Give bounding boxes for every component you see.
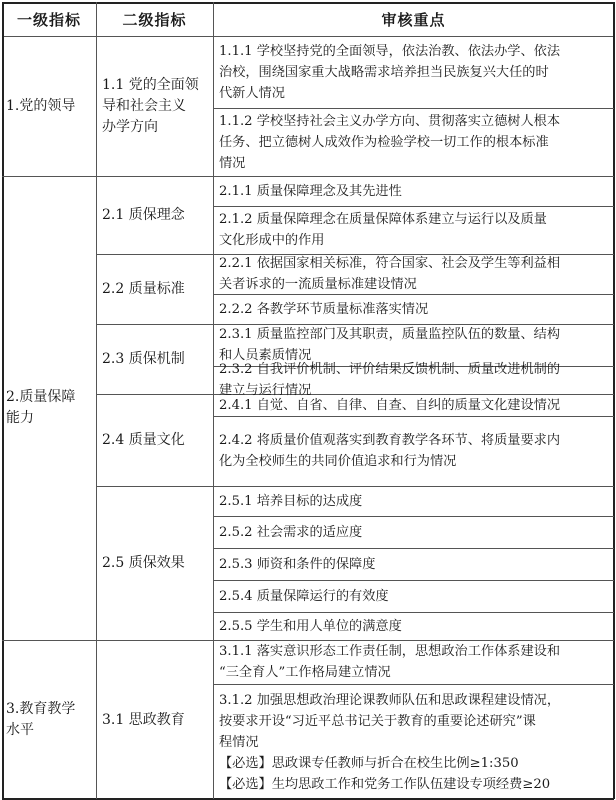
level1-indicator: [6, 176, 92, 640]
cell-text-line: 按要求开设“习近平总书记关于教育的重要论述研究”课: [219, 713, 536, 729]
table-rule: [2, 2, 614, 4]
cell-text-line: “三全育人”工作格局建立情况: [219, 665, 391, 680]
cell-text-line: 2.5.3 师资和条件的保障度: [219, 556, 376, 572]
review-point: [219, 640, 611, 684]
cell-text-line: 导和社会主义: [102, 97, 186, 114]
level2-indicator: [102, 324, 208, 394]
review-point: [219, 108, 611, 176]
cell-text-line: 情况: [219, 155, 246, 171]
cell-text-line: 建立与运行情况: [219, 383, 312, 398]
cell-text-line: 3.教育教学: [6, 701, 76, 717]
review-point: [219, 294, 611, 324]
cell-text-line: 3.1.2 加强思想政治理论课教师队伍和思政课程建设情况，: [219, 692, 561, 708]
review-point: [219, 548, 611, 580]
cell-text-line: 2.1 质保理念: [102, 206, 185, 223]
review-point: [219, 394, 611, 416]
cell-text-line: 2.5 质保效果: [102, 554, 185, 571]
level1-indicator: [6, 36, 92, 176]
cell-text-line: 2.3 质保机制: [102, 350, 185, 367]
level2-indicator: [102, 640, 208, 800]
review-point: [219, 254, 611, 294]
level2-indicator: [102, 394, 208, 486]
cell-text-line: 程情况: [219, 734, 259, 750]
cell-text-line: 2.5.2 社会需求的适应度: [219, 524, 363, 540]
cell-text-line: 水平: [6, 722, 34, 738]
cell-text-line: 2.5.1 培养目标的达成度: [219, 493, 363, 509]
table-rule: [213, 2, 214, 799]
cell-text-line: 办学方向: [102, 118, 158, 135]
level1-indicator: [6, 640, 92, 800]
cell-text-line: 3.1.1 落实意识形态工作责任制，思想政治工作体系建设和: [219, 644, 561, 659]
cell-text-line: 1.1 党的全面领: [102, 76, 199, 93]
cell-text-line: 【必选】思政课专任教师与折合在校生比例≥1:350: [219, 755, 519, 771]
header-review-focus: 审核重点: [381, 10, 446, 29]
cell-text-line: 代新人情况: [219, 85, 285, 101]
review-point: [219, 486, 611, 516]
cell-text-line: 任务、把立德树人成效作为检验学校一切工作的根本标准: [219, 134, 549, 150]
cell-text-line: 2.4 质量文化: [102, 431, 185, 448]
review-point: [219, 176, 611, 206]
cell-text-line: 2.3.2 自我评价机制、评价结果反馈机制、质量改进机制的: [219, 362, 561, 377]
level2-indicator: [102, 36, 208, 176]
cell-text-line: 能力: [6, 410, 34, 426]
header-level2: 二级指标: [122, 10, 187, 29]
review-point: [219, 612, 611, 640]
cell-text-line: 2.5.4 质量保障运行的有效度: [219, 588, 389, 604]
cell-text-line: 3.1 思政教育: [102, 711, 185, 728]
level2-indicator: [102, 486, 208, 640]
cell-text-line: 2.2 质量标准: [102, 280, 185, 297]
table-rule: [2, 2, 4, 799]
review-point: [219, 516, 611, 548]
cell-text-line: 2.1.2 质量保障理念在质量保障体系建立与运行以及质量: [219, 212, 547, 227]
table-rule: [613, 2, 615, 799]
cell-text-line: 1.党的领导: [6, 97, 76, 114]
level2-indicator: [102, 254, 208, 324]
cell-text-line: 1.1.2 学校坚持社会主义办学方向、贯彻落实立德树人根本: [219, 113, 561, 129]
cell-text-line: 关者诉求的一流质量标准建设情况: [219, 277, 417, 292]
cell-text-line: 2.2.1 依据国家相关标准，符合国家、社会及学生等利益相: [219, 256, 561, 271]
cell-text-line: 2.质量保障: [6, 389, 76, 405]
cell-text-line: 2.4.1 自觉、自省、自律、自查、自纠的质量文化建设情况: [219, 397, 561, 413]
review-point: [219, 362, 611, 398]
cell-text-line: 2.4.2 将质量价值观落实到教育教学各环节、将质量要求内: [219, 433, 561, 448]
cell-text-line: 治校，围绕国家重大战略需求培养担当民族复兴大任的时: [219, 64, 549, 80]
cell-text-line: 文化形成中的作用: [219, 233, 325, 248]
cell-text-line: 2.2.2 各教学环节质量标准落实情况: [219, 301, 429, 317]
review-point: [219, 416, 611, 486]
review-point: [219, 36, 611, 108]
cell-text-line: 2.5.5 学生和用人单位的满意度: [219, 618, 402, 634]
table-rule: [96, 2, 97, 799]
review-point: [219, 684, 611, 800]
review-point: [219, 580, 611, 612]
level2-indicator: [102, 176, 208, 254]
cell-text-line: 化为全校师生的共同价值追求和行为情况: [219, 454, 457, 469]
cell-text-line: 2.3.1 质量监控部门及其职责，质量监控队伍的数量、结构: [219, 327, 561, 342]
cell-text-line: 1.1.1 学校坚持党的全面领导，依法治教、依法办学、依法: [219, 43, 561, 59]
header-level1: 一级指标: [16, 10, 81, 29]
review-point: [219, 206, 611, 254]
cell-text-line: 【必选】生均思政工作和党务工作队伍建设专项经费≥20: [219, 776, 551, 792]
cell-text-line: 和人员素质情况: [219, 348, 312, 363]
cell-text-line: 2.1.1 质量保障理念及其先进性: [219, 183, 402, 199]
